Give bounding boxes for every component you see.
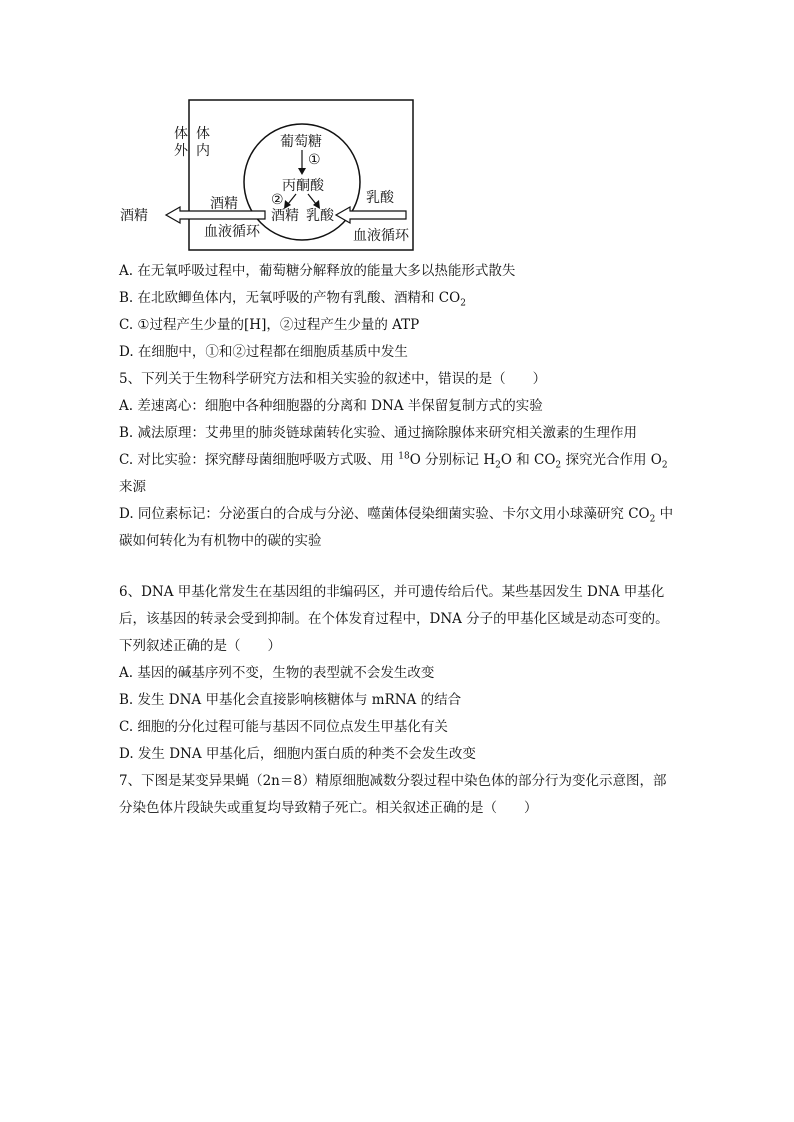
q5-option-c: C. 对比实验：探究酵母菌细胞呼吸方式吸、用 $^{18}$O 分别标记 $H_2O$ 和 $CO_2$ 探究光合作用 $O_2$ xyxy=(119,451,668,471)
alcohol-outside-label: 酒精 xyxy=(120,208,148,224)
q5-option-d: D. 同位素标记：分泌蛋白的合成与分泌、噬菌体侵染细菌实验、卡尔文用小球藻研究 $CO_2$ 中 xyxy=(119,506,674,525)
glucose-label: 葡萄糖 xyxy=(280,134,322,150)
circulation-right-label: 血液循环 xyxy=(353,228,409,244)
pyruvate-label: 丙酮酸 xyxy=(282,178,324,194)
arrow-step1-head xyxy=(298,168,306,175)
label-inside-2: 内 xyxy=(196,143,210,159)
q6-stem-1: 6、DNA 甲基化常发生在基因组的非编码区，并可遗传给后代。某些基因发生 DNA 甲基化 xyxy=(119,584,665,600)
q5-option-d-line2: 碳如何转化为有机物中的碳的实验 xyxy=(119,533,322,549)
label-inside-1: 体 xyxy=(196,126,210,142)
arrow-to-lactate xyxy=(308,194,316,204)
step2-marker: ② xyxy=(271,192,284,208)
lactate-in-cell: 乳酸 xyxy=(306,208,334,224)
q4-option-a: A. 在无氧呼吸过程中，葡萄糖分解释放的能量大多以热能形式散失 xyxy=(119,263,516,279)
alcohol-in-cell: 酒精 xyxy=(271,208,299,224)
q7-stem-2: 分染色体片段缺失或重复均导致精子死亡。相关叙述正确的是（ ） xyxy=(119,800,538,816)
q5-stem: 5、下列关于生物科学研究方法和相关实验的叙述中，错误的是（ ） xyxy=(119,371,547,387)
circulation-left-label: 血液循环 xyxy=(204,224,260,240)
q6-option-d: D. 发生 DNA 甲基化后，细胞内蛋白质的种类不会发生改变 xyxy=(119,746,476,762)
q4-option-c: C. ①过程产生少量的[H]，②过程产生少量的 ATP xyxy=(119,317,420,333)
q5-option-b: B. 减法原理：艾弗里的肺炎链球菌转化实验、通过摘除腺体来研究相关激素的生理作用 xyxy=(119,425,638,441)
q4-option-d: D. 在细胞中，①和②过程都在细胞质基质中发生 xyxy=(119,344,408,360)
step1-marker: ① xyxy=(308,152,321,168)
label-outside-2: 外 xyxy=(174,143,188,159)
hollow-arrow-right xyxy=(336,207,406,223)
q6-stem-2: 后，该基因的转录会受到抑制。在个体发育过程中，DNA 分子的甲基化区域是动态可变的。 xyxy=(119,611,669,627)
q5-option-c-line2: 来源 xyxy=(119,479,146,495)
q6-stem-3: 下列叙述正确的是（ ） xyxy=(119,638,281,654)
label-outside-1: 体 xyxy=(174,126,188,142)
q7-stem-1: 7、下图是某变异果蝇（2n＝8）精原细胞减数分裂过程中染色体的部分行为变化示意图，部 xyxy=(119,773,667,789)
alcohol-mid-label: 酒精 xyxy=(210,196,238,212)
q6-option-c: C. 细胞的分化过程可能与基因不同位点发生甲基化有关 xyxy=(119,719,448,735)
anaerobic-respiration-diagram xyxy=(110,96,430,256)
q6-option-a: A. 基因的碱基序列不变，生物的表型就不会发生改变 xyxy=(119,665,435,681)
q4-option-b: B. 在北欧鲫鱼体内，无氧呼吸的产物有乳酸、酒精和 $CO_2$ xyxy=(119,290,466,309)
q6-option-b: B. 发生 DNA 甲基化会直接影响核糖体与 mRNA 的结合 xyxy=(119,692,462,708)
arrow-step2 xyxy=(288,194,296,204)
q5-option-a: A. 差速离心：细胞中各种细胞器的分离和 DNA 半保留复制方式的实验 xyxy=(119,398,543,414)
lactate-right-label: 乳酸 xyxy=(366,190,394,206)
